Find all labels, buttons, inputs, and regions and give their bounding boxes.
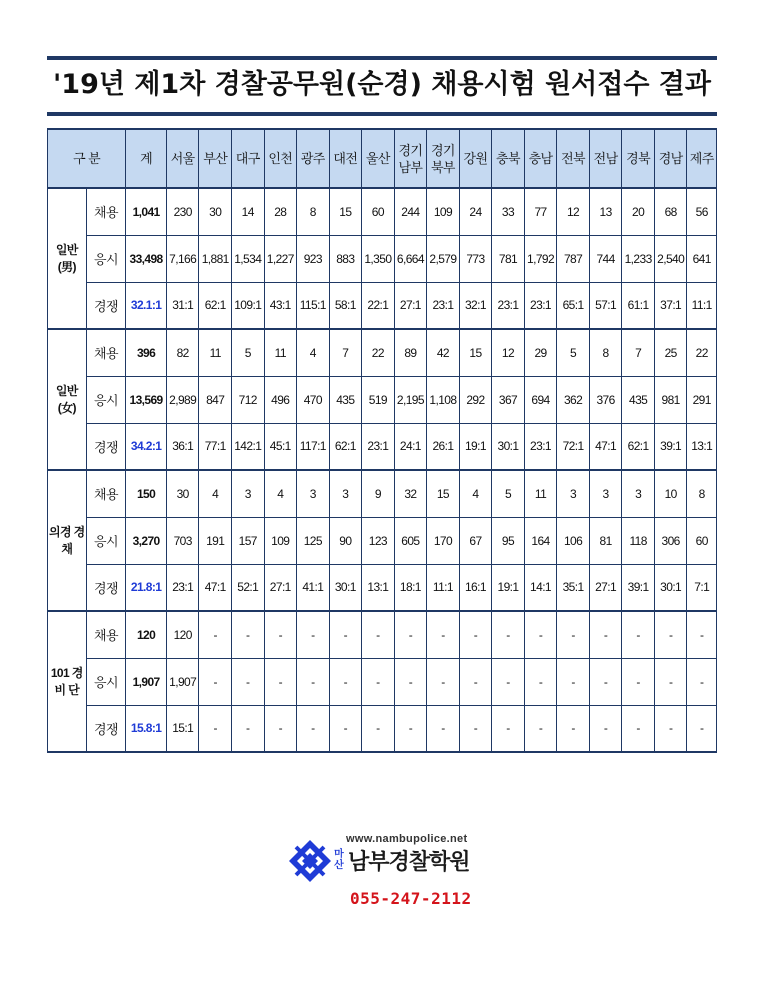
region-cell: 23:1	[427, 282, 460, 329]
region-cell: -	[492, 658, 525, 705]
header-region: 강원	[459, 129, 492, 188]
region-cell: 24	[459, 188, 492, 235]
region-cell: 981	[654, 376, 687, 423]
header-region: 제주	[687, 129, 717, 188]
region-cell: 39:1	[622, 564, 655, 611]
region-cell: 1,350	[362, 235, 395, 282]
region-cell: 7	[329, 329, 362, 376]
region-cell: 230	[166, 188, 199, 235]
region-cell: 11:1	[427, 564, 460, 611]
region-cell: -	[589, 658, 622, 705]
group-label: 일반 (女)	[48, 329, 87, 470]
region-cell: 18:1	[394, 564, 427, 611]
group-label: 의경 경채	[48, 470, 87, 611]
region-cell: 376	[589, 376, 622, 423]
region-cell: -	[199, 658, 232, 705]
region-cell: 36:1	[166, 423, 199, 470]
region-cell: 62:1	[329, 423, 362, 470]
region-cell: -	[394, 705, 427, 752]
region-cell: -	[524, 705, 557, 752]
row-total: 1,907	[126, 658, 167, 705]
region-cell: 60	[362, 188, 395, 235]
header-region: 부산	[199, 129, 232, 188]
region-cell: 292	[459, 376, 492, 423]
region-cell: 605	[394, 517, 427, 564]
region-cell: 496	[264, 376, 297, 423]
table-row	[48, 282, 717, 329]
region-cell: -	[427, 705, 460, 752]
region-cell: 109	[264, 517, 297, 564]
region-cell: 33	[492, 188, 525, 235]
table-row	[48, 611, 717, 658]
region-cell: 22	[687, 329, 717, 376]
row-label: 경쟁	[86, 423, 126, 470]
region-cell: 170	[427, 517, 460, 564]
region-cell: -	[459, 611, 492, 658]
row-label: 응시	[86, 235, 126, 282]
region-cell: 15	[459, 329, 492, 376]
region-cell: 15	[329, 188, 362, 235]
region-cell: -	[524, 658, 557, 705]
region-cell: 43:1	[264, 282, 297, 329]
region-cell: 20	[622, 188, 655, 235]
region-cell: -	[622, 705, 655, 752]
table-row	[48, 658, 717, 705]
region-cell: 30	[199, 188, 232, 235]
region-cell: 61:1	[622, 282, 655, 329]
region-cell: -	[622, 611, 655, 658]
header-region: 인천	[264, 129, 297, 188]
region-cell: -	[687, 658, 717, 705]
row-label: 응시	[86, 376, 126, 423]
header-region: 대구	[231, 129, 264, 188]
header-group: 구 분	[48, 129, 126, 188]
header-region: 충남	[524, 129, 557, 188]
table-row	[48, 705, 717, 752]
header-region: 충북	[492, 129, 525, 188]
row-label: 경쟁	[86, 564, 126, 611]
region-cell: -	[589, 705, 622, 752]
row-label: 응시	[86, 658, 126, 705]
diamond-police-logo-icon	[288, 839, 332, 883]
region-cell: 27:1	[589, 564, 622, 611]
region-cell: 4	[264, 470, 297, 517]
row-total: 1,041	[126, 188, 167, 235]
region-cell: 773	[459, 235, 492, 282]
region-cell: 694	[524, 376, 557, 423]
region-cell: -	[394, 611, 427, 658]
region-cell: 1,792	[524, 235, 557, 282]
region-cell: 67	[459, 517, 492, 564]
region-cell: 164	[524, 517, 557, 564]
region-cell: 3	[329, 470, 362, 517]
region-cell: 367	[492, 376, 525, 423]
region-cell: 787	[557, 235, 590, 282]
region-cell: 62:1	[622, 423, 655, 470]
region-cell: -	[492, 705, 525, 752]
region-cell: 3	[231, 470, 264, 517]
region-cell: -	[297, 658, 330, 705]
region-cell: 30:1	[329, 564, 362, 611]
region-cell: 22:1	[362, 282, 395, 329]
region-cell: 13	[589, 188, 622, 235]
region-cell: 117:1	[297, 423, 330, 470]
academy-url: www.nambupolice.net	[346, 833, 468, 845]
row-total: 21.8:1	[126, 564, 167, 611]
region-cell: 81	[589, 517, 622, 564]
region-cell: 435	[329, 376, 362, 423]
row-total: 33,498	[126, 235, 167, 282]
region-cell: 77:1	[199, 423, 232, 470]
region-cell: 39:1	[654, 423, 687, 470]
region-cell: 30:1	[654, 564, 687, 611]
region-cell: 1,233	[622, 235, 655, 282]
region-cell: -	[264, 611, 297, 658]
header-region: 경북	[622, 129, 655, 188]
region-cell: 191	[199, 517, 232, 564]
region-cell: 5	[557, 329, 590, 376]
region-cell: 1,108	[427, 376, 460, 423]
region-cell: -	[199, 611, 232, 658]
table-row	[48, 329, 717, 376]
region-cell: 25	[654, 329, 687, 376]
row-total: 396	[126, 329, 167, 376]
region-cell: 62:1	[199, 282, 232, 329]
region-cell: 7	[622, 329, 655, 376]
region-cell: 95	[492, 517, 525, 564]
region-cell: 31:1	[166, 282, 199, 329]
region-cell: -	[687, 705, 717, 752]
region-cell: -	[231, 658, 264, 705]
header-region: 대전	[329, 129, 362, 188]
academy-phone: 055-247-2112	[350, 889, 472, 908]
region-cell: 4	[199, 470, 232, 517]
region-cell: -	[589, 611, 622, 658]
region-cell: -	[264, 705, 297, 752]
region-cell: -	[654, 705, 687, 752]
region-cell: 118	[622, 517, 655, 564]
region-cell: 32	[394, 470, 427, 517]
region-cell: 14	[231, 188, 264, 235]
region-cell: -	[427, 658, 460, 705]
region-cell: -	[654, 658, 687, 705]
header-region: 경기 남부	[394, 129, 427, 188]
region-cell: 8	[297, 188, 330, 235]
group-label: 일반 (男)	[48, 188, 87, 329]
region-cell: -	[427, 611, 460, 658]
region-cell: 2,540	[654, 235, 687, 282]
region-cell: 72:1	[557, 423, 590, 470]
region-cell: 157	[231, 517, 264, 564]
region-cell: -	[362, 705, 395, 752]
region-cell: -	[687, 611, 717, 658]
region-cell: 52:1	[231, 564, 264, 611]
region-cell: 435	[622, 376, 655, 423]
region-cell: -	[264, 658, 297, 705]
region-cell: -	[362, 611, 395, 658]
table-row	[48, 235, 717, 282]
region-cell: 847	[199, 376, 232, 423]
region-cell: 30	[166, 470, 199, 517]
row-total: 15.8:1	[126, 705, 167, 752]
academy-logo	[288, 831, 488, 911]
region-cell: 47:1	[199, 564, 232, 611]
region-cell: 28	[264, 188, 297, 235]
region-cell: 11	[264, 329, 297, 376]
region-cell: -	[459, 658, 492, 705]
title-bottom-rule	[47, 112, 717, 116]
region-cell: 703	[166, 517, 199, 564]
region-cell: 109:1	[231, 282, 264, 329]
region-cell: -	[524, 611, 557, 658]
region-cell: 109	[427, 188, 460, 235]
region-cell: 4	[459, 470, 492, 517]
region-cell: 7:1	[687, 564, 717, 611]
region-cell: 2,989	[166, 376, 199, 423]
region-cell: 10	[654, 470, 687, 517]
region-cell: 23:1	[492, 282, 525, 329]
region-cell: 11	[199, 329, 232, 376]
region-cell: 37:1	[654, 282, 687, 329]
group-label: 101 경 비 단	[48, 611, 87, 752]
region-cell: 15:1	[166, 705, 199, 752]
region-cell: 68	[654, 188, 687, 235]
header-region: 전북	[557, 129, 590, 188]
row-total: 13,569	[126, 376, 167, 423]
region-cell: 6,664	[394, 235, 427, 282]
row-total: 32.1:1	[126, 282, 167, 329]
region-cell: 23:1	[166, 564, 199, 611]
region-cell: -	[329, 705, 362, 752]
region-cell: 2,579	[427, 235, 460, 282]
region-cell: 23:1	[362, 423, 395, 470]
region-cell: 65:1	[557, 282, 590, 329]
table-body	[48, 188, 717, 752]
region-cell: 120	[166, 611, 199, 658]
header-region: 서울	[166, 129, 199, 188]
region-cell: 2,195	[394, 376, 427, 423]
region-cell: 29	[524, 329, 557, 376]
region-cell: 42	[427, 329, 460, 376]
table-row	[48, 470, 717, 517]
table-row	[48, 188, 717, 235]
region-cell: 142:1	[231, 423, 264, 470]
table-row	[48, 517, 717, 564]
region-cell: 11:1	[687, 282, 717, 329]
region-cell: 23:1	[524, 423, 557, 470]
region-cell: 1,534	[231, 235, 264, 282]
row-label: 채용	[86, 470, 126, 517]
academy-location: 마산	[334, 849, 344, 871]
region-cell: 56	[687, 188, 717, 235]
table-row	[48, 376, 717, 423]
academy-name: 남부경찰학원	[348, 850, 470, 875]
region-cell: 106	[557, 517, 590, 564]
region-cell: 89	[394, 329, 427, 376]
region-cell: 35:1	[557, 564, 590, 611]
region-cell: 712	[231, 376, 264, 423]
region-cell: 641	[687, 235, 717, 282]
region-cell: 16:1	[459, 564, 492, 611]
row-total: 3,270	[126, 517, 167, 564]
region-cell: 9	[362, 470, 395, 517]
region-cell: 519	[362, 376, 395, 423]
region-cell: 90	[329, 517, 362, 564]
region-cell: 47:1	[589, 423, 622, 470]
region-cell: 125	[297, 517, 330, 564]
region-cell: 470	[297, 376, 330, 423]
region-cell: 781	[492, 235, 525, 282]
region-cell: 27:1	[394, 282, 427, 329]
region-cell: 60	[687, 517, 717, 564]
region-cell: 15	[427, 470, 460, 517]
region-cell: 1,881	[199, 235, 232, 282]
region-cell: 744	[589, 235, 622, 282]
region-cell: -	[492, 611, 525, 658]
region-cell: 19:1	[492, 564, 525, 611]
row-total: 150	[126, 470, 167, 517]
region-cell: -	[654, 611, 687, 658]
region-cell: 27:1	[264, 564, 297, 611]
region-cell: -	[199, 705, 232, 752]
region-cell: -	[459, 705, 492, 752]
table-row	[48, 423, 717, 470]
region-cell: 1,907	[166, 658, 199, 705]
row-label: 채용	[86, 188, 126, 235]
region-cell: 3	[622, 470, 655, 517]
region-cell: -	[557, 705, 590, 752]
region-cell: -	[394, 658, 427, 705]
region-cell: 4	[297, 329, 330, 376]
region-cell: -	[329, 658, 362, 705]
region-cell: -	[329, 611, 362, 658]
row-label: 경쟁	[86, 705, 126, 752]
region-cell: 41:1	[297, 564, 330, 611]
region-cell: 82	[166, 329, 199, 376]
region-cell: 19:1	[459, 423, 492, 470]
region-cell: 57:1	[589, 282, 622, 329]
region-cell: 5	[492, 470, 525, 517]
region-cell: 883	[329, 235, 362, 282]
region-cell: -	[297, 611, 330, 658]
region-cell: 306	[654, 517, 687, 564]
region-cell: 291	[687, 376, 717, 423]
table-row	[48, 564, 717, 611]
region-cell: 11	[524, 470, 557, 517]
region-cell: -	[622, 658, 655, 705]
region-cell: -	[231, 705, 264, 752]
region-cell: -	[231, 611, 264, 658]
region-cell: -	[362, 658, 395, 705]
region-cell: 3	[297, 470, 330, 517]
region-cell: 12	[492, 329, 525, 376]
region-cell: 8	[589, 329, 622, 376]
region-cell: -	[557, 658, 590, 705]
region-cell: 13:1	[362, 564, 395, 611]
region-cell: 45:1	[264, 423, 297, 470]
region-cell: 12	[557, 188, 590, 235]
region-cell: 5	[231, 329, 264, 376]
row-label: 채용	[86, 611, 126, 658]
region-cell: -	[297, 705, 330, 752]
region-cell: 58:1	[329, 282, 362, 329]
region-cell: 244	[394, 188, 427, 235]
region-cell: 24:1	[394, 423, 427, 470]
header-region: 경기 북부	[427, 129, 460, 188]
header-row	[48, 129, 717, 188]
region-cell: 1,227	[264, 235, 297, 282]
row-total: 34.2:1	[126, 423, 167, 470]
region-cell: 8	[687, 470, 717, 517]
header-total: 계	[126, 129, 167, 188]
region-cell: 3	[557, 470, 590, 517]
header-region: 경남	[654, 129, 687, 188]
header-region: 울산	[362, 129, 395, 188]
results-table	[47, 128, 717, 753]
row-label: 응시	[86, 517, 126, 564]
region-cell: 13:1	[687, 423, 717, 470]
region-cell: 14:1	[524, 564, 557, 611]
region-cell: 77	[524, 188, 557, 235]
header-region: 전남	[589, 129, 622, 188]
region-cell: -	[557, 611, 590, 658]
region-cell: 3	[589, 470, 622, 517]
region-cell: 123	[362, 517, 395, 564]
region-cell: 30:1	[492, 423, 525, 470]
region-cell: 22	[362, 329, 395, 376]
region-cell: 115:1	[297, 282, 330, 329]
row-label: 채용	[86, 329, 126, 376]
row-total: 120	[126, 611, 167, 658]
page-title: '19년 제1차 경찰공무원(순경) 채용시험 원서접수 결과	[53, 69, 711, 100]
region-cell: 26:1	[427, 423, 460, 470]
region-cell: 362	[557, 376, 590, 423]
row-label: 경쟁	[86, 282, 126, 329]
title-top-rule	[47, 56, 717, 60]
region-cell: 32:1	[459, 282, 492, 329]
header-region: 광주	[297, 129, 330, 188]
region-cell: 7,166	[166, 235, 199, 282]
region-cell: 23:1	[524, 282, 557, 329]
region-cell: 923	[297, 235, 330, 282]
